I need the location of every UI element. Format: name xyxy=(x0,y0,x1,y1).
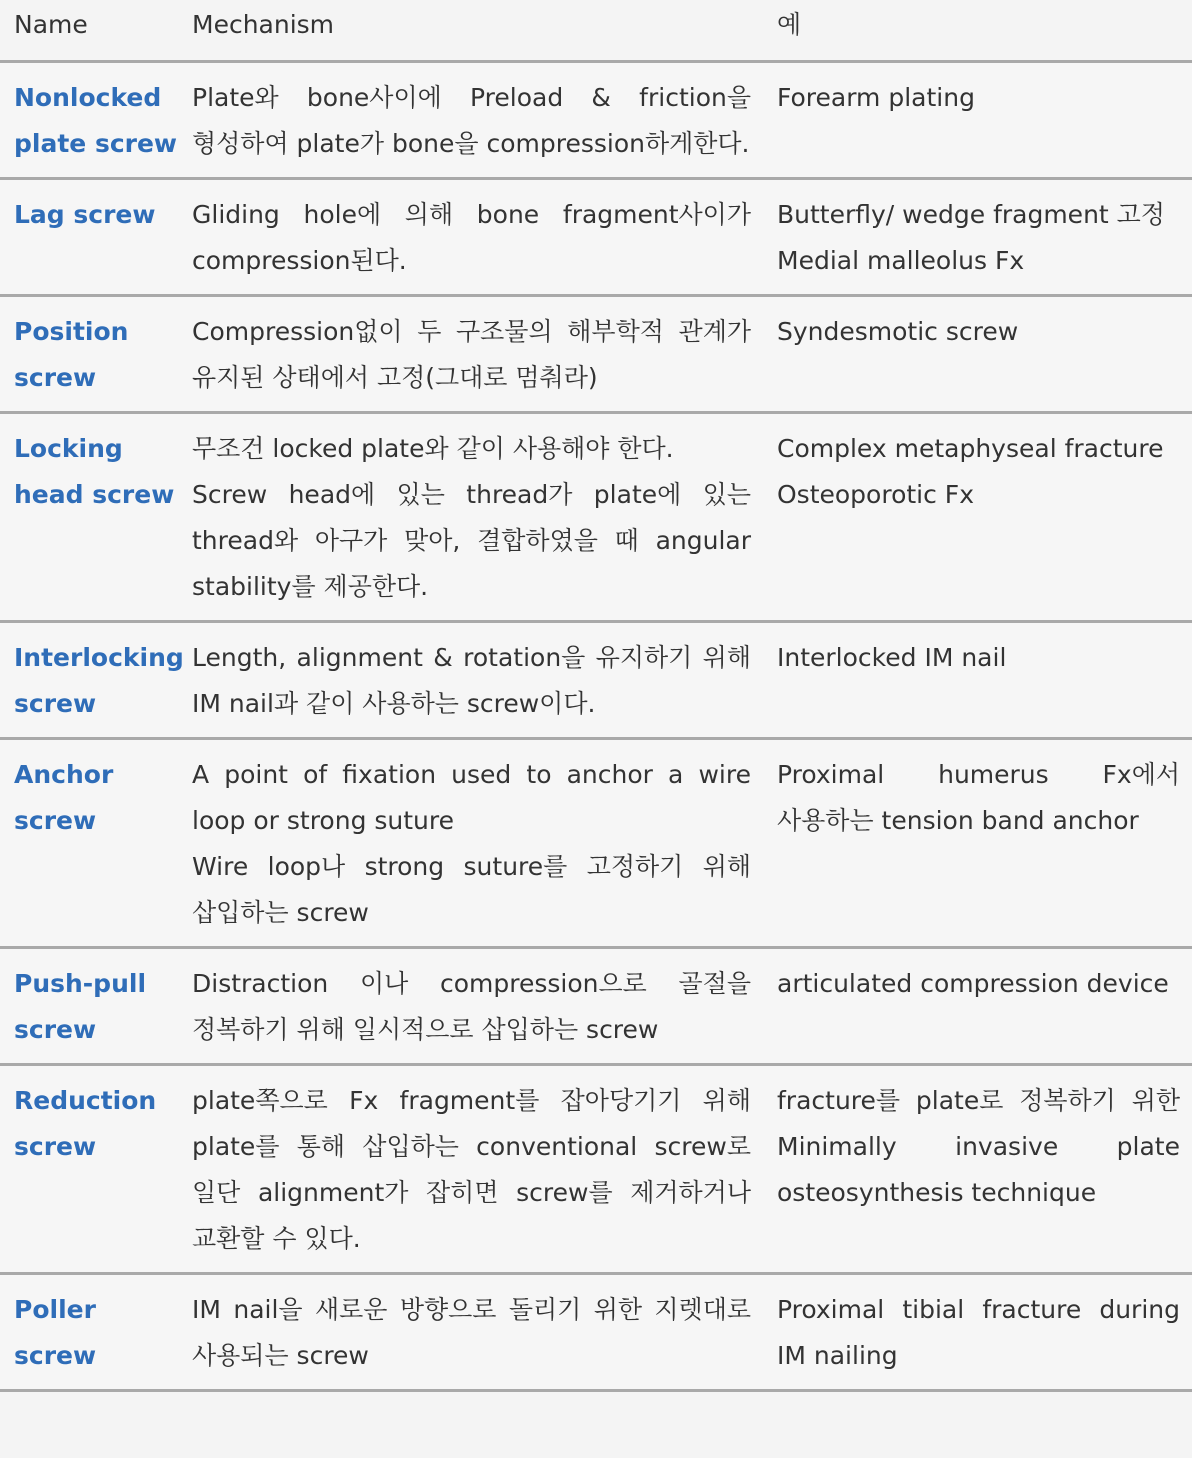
mechanism-cell xyxy=(180,622,765,739)
table-row xyxy=(0,1274,1192,1391)
example-cell xyxy=(765,948,1192,1065)
mechanism-text: plate쪽으로 Fx fragment를 잡아당기기 위해 plate를 통해 삽입하는 conventional screw로 일단 alignment가 잡히면 screw를 제거하거나 교환할 수 있다. xyxy=(192,1086,751,1253)
screw-name-cell: Interlocking screw xyxy=(0,622,180,739)
mechanism-cell xyxy=(180,739,765,948)
mechanism-text: A point of fixation used to anchor a wire loop or strong suture xyxy=(192,760,751,835)
screw-name-cell: Reduction screw xyxy=(0,1065,180,1274)
table-row xyxy=(0,622,1192,739)
header-example: 예 xyxy=(765,0,1192,62)
example-cell xyxy=(765,1065,1192,1274)
mechanism-cell xyxy=(180,948,765,1065)
example-cell xyxy=(765,413,1192,622)
table-row xyxy=(0,413,1192,622)
mechanism-cell xyxy=(180,62,765,179)
example-cell xyxy=(765,296,1192,413)
example-text: articulated compression device xyxy=(777,969,1169,998)
table-row xyxy=(0,948,1192,1065)
table-header-row xyxy=(0,0,1192,62)
example-text: fracture를 plate로 정복하기 위한 Minimally invasive plate osteosynthesis technique xyxy=(777,1086,1180,1207)
table-row xyxy=(0,62,1192,179)
screw-name-cell: Poller screw xyxy=(0,1274,180,1391)
screw-name-cell: Anchor screw xyxy=(0,739,180,948)
header-mechanism: Mechanism xyxy=(180,0,765,62)
header-name: Name xyxy=(0,0,180,62)
screw-name-cell: Locking head screw xyxy=(0,413,180,622)
example-text: Butterfly/ wedge fragment 고정 xyxy=(777,200,1165,229)
example-text: Medial malleolus Fx xyxy=(777,246,1025,275)
mechanism-cell xyxy=(180,413,765,622)
mechanism-text: Screw head에 있는 thread가 plate에 있는 thread와 아구가 맞아, 결합하였을 때 angular stability를 제공한다. xyxy=(192,480,751,601)
example-text: Osteoporotic Fx xyxy=(777,480,974,509)
table-row xyxy=(0,739,1192,948)
mechanism-cell xyxy=(180,1065,765,1274)
screw-name-cell: Position screw xyxy=(0,296,180,413)
example-cell xyxy=(765,179,1192,296)
mechanism-cell xyxy=(180,296,765,413)
mechanism-text: Wire loop나 strong suture를 고정하기 위해 삽입하는 screw xyxy=(192,852,751,927)
mechanism-text: IM nail을 새로운 방향으로 돌리기 위한 지렛대로 사용되는 screw xyxy=(192,1295,751,1370)
screw-name-cell: Lag screw xyxy=(0,179,180,296)
example-text: Proximal humerus Fx에서 사용하는 tension band anchor xyxy=(777,760,1180,835)
table-row xyxy=(0,296,1192,413)
mechanism-text: Distraction 이나 compression으로 골절을 정복하기 위해 일시적으로 삽입하는 screw xyxy=(192,969,751,1044)
mechanism-text: 무조건 locked plate와 같이 사용해야 한다. xyxy=(192,434,674,463)
example-text: Interlocked IM nail xyxy=(777,643,1007,672)
example-cell xyxy=(765,739,1192,948)
table-row xyxy=(0,1065,1192,1274)
mechanism-text: Gliding hole에 의해 bone fragment사이가 compression된다. xyxy=(192,200,751,275)
example-text: Syndesmotic screw xyxy=(777,317,1019,346)
mechanism-text: Compression없이 두 구조물의 해부학적 관계가 유지된 상태에서 고정(그대로 멈춰라) xyxy=(192,317,751,392)
screw-name-cell: Nonlocked plate screw xyxy=(0,62,180,179)
example-cell xyxy=(765,62,1192,179)
mechanism-cell xyxy=(180,179,765,296)
example-text: Proximal tibial fracture during IM nailing xyxy=(777,1295,1180,1370)
mechanism-text: Length, alignment & rotation을 유지하기 위해 IM nail과 같이 사용하는 screw이다. xyxy=(192,643,751,718)
example-cell xyxy=(765,1274,1192,1391)
mechanism-cell xyxy=(180,1274,765,1391)
table-row xyxy=(0,179,1192,296)
screw-name-cell: Push-pull screw xyxy=(0,948,180,1065)
example-text: Forearm plating xyxy=(777,83,975,112)
example-text: Complex metaphyseal fracture xyxy=(777,434,1164,463)
mechanism-text: Plate와 bone사이에 Preload & friction을 형성하여 plate가 bone을 compression하게한다. xyxy=(192,83,751,158)
example-cell xyxy=(765,622,1192,739)
